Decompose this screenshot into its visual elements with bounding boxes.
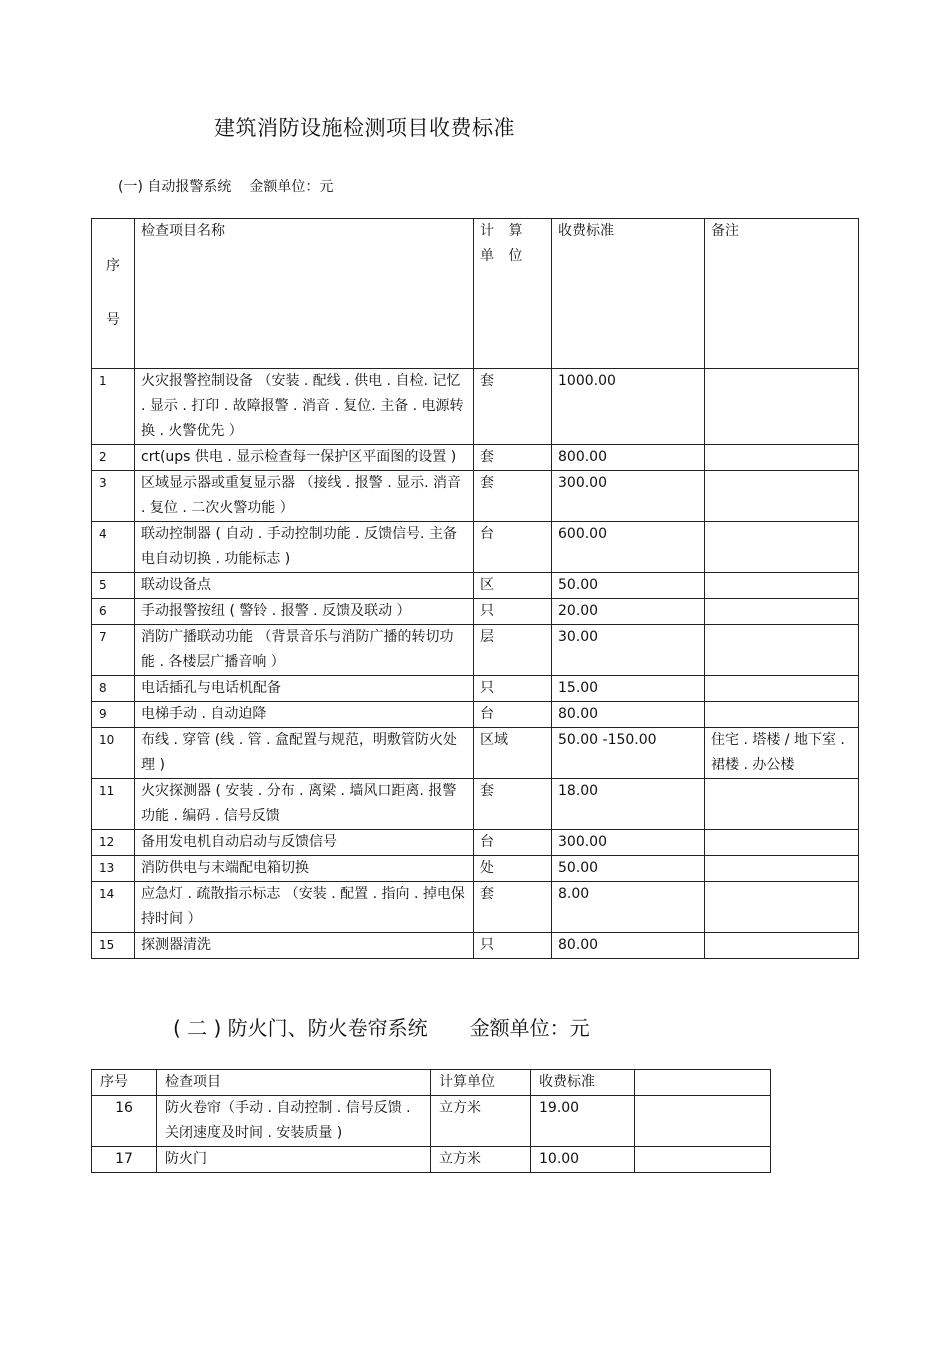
section1-unit: 金额单位：元 [249,179,334,195]
cell-item: 火灾报警控制设备 （安装 . 配线 . 供电 . 自检. 记忆 . 显示 . 打印 . 故障报警 . 消音 . 复位. 主备 . 电源转换 . 火警优先 ） [135,369,474,445]
cell-fee: 30.00 [552,625,705,676]
table-body [92,1096,771,1173]
header-item: 检查项目 [157,1070,431,1096]
table-row [92,625,859,676]
cell-note [705,702,859,728]
cell-unit: 台 [474,522,552,573]
cell-fee: 15.00 [552,676,705,702]
cell-item: 手动报警按纽 ( 警铃 . 报警 . 反馈及联动 ） [135,599,474,625]
table-row [92,445,859,471]
cell-item: 区域显示器或重复显示器 （接线 . 报警 . 显示. 消音 . 复位 . 二次火警功能 ） [135,471,474,522]
cell-note [635,1147,771,1173]
cell-seq: 1 [92,369,135,445]
table-row [92,882,859,933]
cell-unit: 套 [474,779,552,830]
cell-item: 防火门 [157,1147,431,1173]
cell-note [705,573,859,599]
cell-unit: 只 [474,933,552,959]
table-row [92,676,859,702]
header-fee: 收费标准 [531,1070,635,1096]
header-unit: 计算单位 [431,1070,531,1096]
cell-unit: 层 [474,625,552,676]
cell-item: 电梯手动 . 自动迫降 [135,702,474,728]
cell-unit: 台 [474,830,552,856]
cell-unit: 区域 [474,728,552,779]
header-seq: 序 号 [92,219,135,369]
table-row [92,522,859,573]
cell-fee: 50.00 -150.00 [552,728,705,779]
cell-seq: 6 [92,599,135,625]
cell-note [635,1096,771,1147]
table-row [92,573,859,599]
cell-item: 联动控制器 ( 自动 . 手动控制功能 . 反馈信号. 主备电自动切换 . 功能标志 ) [135,522,474,573]
cell-note [705,856,859,882]
cell-item: 防火卷帘（手动 . 自动控制 . 信号反馈 . 关闭速度及时间 . 安装质量 ) [157,1096,431,1147]
header-unit: 计 算 单 位 [474,219,552,369]
table-header-row [92,219,859,369]
cell-seq: 17 [92,1147,157,1173]
cell-unit: 只 [474,599,552,625]
header-fee: 收费标准 [552,219,705,369]
cell-note [705,599,859,625]
cell-fee: 50.00 [552,573,705,599]
cell-note [705,471,859,522]
table-row [92,779,859,830]
cell-item: 火灾探测器 ( 安装 . 分布 . 离梁 . 墙风口距离. 报警功能 . 编码 . 信号反馈 [135,779,474,830]
cell-item: 电话插孔与电话机配备 [135,676,474,702]
cell-item: 探测器清洗 [135,933,474,959]
section2-unit: 金额单位：元 [469,1016,590,1040]
cell-fee: 50.00 [552,856,705,882]
cell-note [705,445,859,471]
table-row [92,369,859,445]
cell-fee: 1000.00 [552,369,705,445]
cell-seq: 7 [92,625,135,676]
cell-item: 布线 . 穿管 (线 . 管 . 盒配置与规范，明敷管防火处理 ) [135,728,474,779]
section1-heading [118,176,333,196]
section2-heading [173,1012,590,1041]
table-row [92,830,859,856]
cell-unit: 只 [474,676,552,702]
cell-item: 消防供电与末端配电箱切换 [135,856,474,882]
cell-unit: 套 [474,882,552,933]
cell-unit: 台 [474,702,552,728]
cell-unit: 立方米 [431,1147,531,1173]
cell-seq: 16 [92,1096,157,1147]
cell-fee: 20.00 [552,599,705,625]
cell-unit: 套 [474,369,552,445]
cell-seq: 3 [92,471,135,522]
section1-label: (一) 自动报警系统 [118,179,232,195]
cell-item: 联动设备点 [135,573,474,599]
table-row [92,728,859,779]
cell-note [705,369,859,445]
cell-note: 住宅 . 塔楼 / 地下室 . 裙楼 . 办公楼 [705,728,859,779]
cell-seq: 14 [92,882,135,933]
table-row [92,1096,771,1147]
cell-fee: 19.00 [531,1096,635,1147]
cell-seq: 15 [92,933,135,959]
table-row [92,1147,771,1173]
cell-unit: 处 [474,856,552,882]
cell-fee: 80.00 [552,702,705,728]
section2-label: ( 二 ) 防火门、防火卷帘系统 [173,1016,428,1040]
cell-note [705,830,859,856]
table-body [92,369,859,959]
cell-seq: 4 [92,522,135,573]
cell-seq: 8 [92,676,135,702]
table-row [92,702,859,728]
cell-unit: 套 [474,445,552,471]
cell-unit: 套 [474,471,552,522]
header-seq: 序号 [92,1070,157,1096]
cell-seq: 5 [92,573,135,599]
cell-seq: 9 [92,702,135,728]
cell-fee: 300.00 [552,830,705,856]
cell-seq: 10 [92,728,135,779]
cell-unit: 立方米 [431,1096,531,1147]
table-row [92,933,859,959]
cell-seq: 11 [92,779,135,830]
cell-fee: 800.00 [552,445,705,471]
table-row [92,856,859,882]
cell-note [705,676,859,702]
cell-fee: 80.00 [552,933,705,959]
cell-note [705,933,859,959]
cell-seq: 12 [92,830,135,856]
cell-seq: 13 [92,856,135,882]
auto-alarm-fee-table [91,218,859,959]
cell-item: 备用发电机自动启动与反馈信号 [135,830,474,856]
table-row [92,471,859,522]
cell-note [705,882,859,933]
header-note: 备注 [705,219,859,369]
cell-fee: 300.00 [552,471,705,522]
document-title: 建筑消防设施检测项目收费标准 [214,116,515,140]
cell-note [705,779,859,830]
cell-seq: 2 [92,445,135,471]
cell-item: crt(ups 供电 . 显示检查每一保护区平面图的设置 ) [135,445,474,471]
cell-fee: 18.00 [552,779,705,830]
cell-item: 消防广播联动功能 （背景音乐与消防广播的转切功能 . 各楼层广播音响 ） [135,625,474,676]
cell-unit: 区 [474,573,552,599]
cell-note [705,625,859,676]
cell-fee: 10.00 [531,1147,635,1173]
header-note [635,1070,771,1096]
cell-fee: 8.00 [552,882,705,933]
table-header-row [92,1070,771,1096]
cell-note [705,522,859,573]
fire-door-fee-table [91,1069,771,1173]
cell-item: 应急灯 . 疏散指示标志 （安装 . 配置 . 指向 . 掉电保持时间 ） [135,882,474,933]
table-row [92,599,859,625]
header-item: 检查项目名称 [135,219,474,369]
cell-fee: 600.00 [552,522,705,573]
